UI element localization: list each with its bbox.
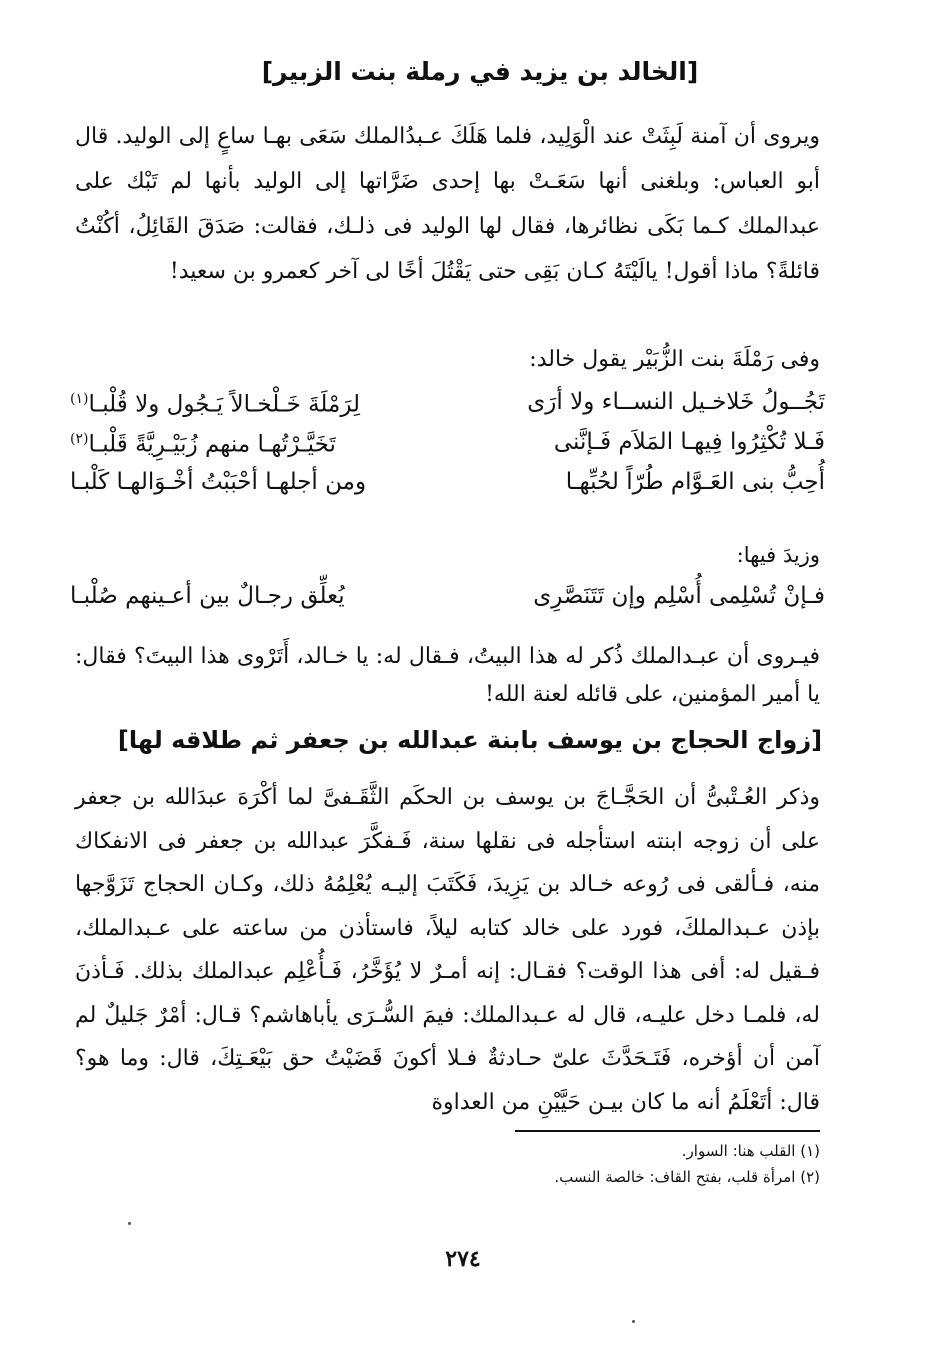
paragraph-amina: ويروى أن آمنة لَبِثَتْ عند الْوَلِيد، فلما هَلَكَ عـبدُالملك سَعَى بهـا ساعٍ إلى الوليد. قال أبو العباس: وبلغنى أنها سَعَـتْ بها إحدى ضَرَّاتها إلى الوليد بأنها لم تَبْك على عبدالملك كـما بَكَى نظائرها، فقال لها الوليد فى ذلـك، فقالت: صَدَقَ القَائِلُ، أكُنْتُ قائلةً؟ ماذا أقول! يالَيْتَهُ كـان بَقِى حتى يَقْتُلَ أخًا لى آخر كعمرو بن سعيد! (75, 124, 820, 284)
verse-second-hemistich: يُعلِّق رجـالٌ بين أعـينهم صُلْبـا (70, 583, 345, 609)
verse-first-hemistich: فَـلا تُكْثِرُوا فِيهـا المَلاَم فَـإنَّنى (553, 429, 825, 455)
verse-second-text: تَخَيَّـرْتُهـا منهم زُبَيْـرِيَّةً قَلْبـا (88, 431, 336, 458)
verse-second-text: لِرَمْلَةَ خَـلْخـالاً يَـجُول ولا قُلْبـا (88, 391, 361, 418)
footnote-marker: (١) (70, 391, 89, 408)
section-heading-khalid: [الخالد بن يزيد في رملة بنت الزبير] (261, 57, 699, 86)
verse-second-hemistich: ومن أجلهـا أحْبَبْتُ أخْـوَالهـا كَلْبـا (70, 469, 367, 495)
verse-line (70, 422, 825, 462)
scan-speck (632, 1320, 635, 1323)
paragraph-hajjaj-marriage: وذكر العُـتْبىُّ أن الحَجَّـاجَ بن يوسف بن الحكَم الثَّقَـفىَّ لما أكْرَهَ عبدَالله بن جعفر على أن زوجه ابنته استأجله فى نقلها سنة، فَـفكَّرَ عبدالله بن جعفر فى الانفكاك منه، فـألقى فى رُوعه خـالد بن يَزِيدَ، فَكَتَبَ إليـه يُعْلِمُهُ ذلك، وكـان الحجاج تَزَوَّجها بإذن عـبدالملكَ، فورد على خالد كتابه ليلاً، فاستأذن من ساعته على عـبدالملك، فـقيل له: أفى هذا الوقت؟ فقـال: إنه أمـرٌ لا يُؤَخَّرُ، فَـأُعْلِم عبدالملك بذلك. فَـأذنَ له، فلمـا دخل عليـه، قال له عـبدالملك: فيمَ السُّـرَى يأباهاشم؟ قـال: أمْرٌ جَليلٌ لم آمن أن أؤخره، فَتَـحَدَّثَ علىّ حـادثةٌ فـلا أكونَ قَضَيْتُ حق بَيْعَـتِكَ، قال: وما هو؟ قال: أتَعْلَمُ أنه ما كان بيـن حَيَّيْنِ من العداوة (75, 785, 821, 1115)
verse-line (70, 576, 825, 616)
footnote-divider (515, 1130, 820, 1132)
verse-second-hemistich (70, 379, 435, 425)
scan-speck (128, 1222, 131, 1225)
verse-first-hemistich: تَجُــولُ خَلاخـيل النســاء ولا أرَى (527, 389, 825, 415)
verse-line (70, 382, 825, 422)
footnote-marker: (٢) (70, 431, 89, 448)
section-heading-hajjaj: [زواج الحجاج بن يوسف بابنة عبدالله بن جعفر ثم طلاقه لها] (117, 726, 823, 754)
footnote-1: (١) القلب هنا: السوار. (681, 1142, 820, 1160)
paragraph-added-verse-intro: وزيدَ فيها: (736, 543, 820, 567)
verse-line (70, 462, 825, 502)
verse-first-hemistich: فـإنْ تُسْلِمى أُسْلِم وإن تَتَنَصَّرِى (533, 583, 825, 609)
paragraph-abdulmalik-reaction: فيـروى أن عبـدالملك ذُكر له هذا البيتُ، فـقال له: يا خـالد، أَتَرْوى هذا البيتَ؟ فقال: يا أمير المؤمنين، على قائله لعنة الله! (75, 644, 820, 707)
verse-first-hemistich: أُحِبُّ بنى العَـوَّام طُرّاً لحُبِّهـا (565, 469, 825, 495)
paragraph-ramla-intro: وفى رَمْلَةَ بنت الزُّبَيْر يقول خالد: (529, 347, 820, 372)
footnote-2: (٢) امرأة قلب، بفتح القاف: خالصة النسب. (554, 1168, 820, 1186)
page-number: ٢٧٤ (445, 1246, 481, 1272)
verse-second-hemistich (70, 419, 435, 465)
